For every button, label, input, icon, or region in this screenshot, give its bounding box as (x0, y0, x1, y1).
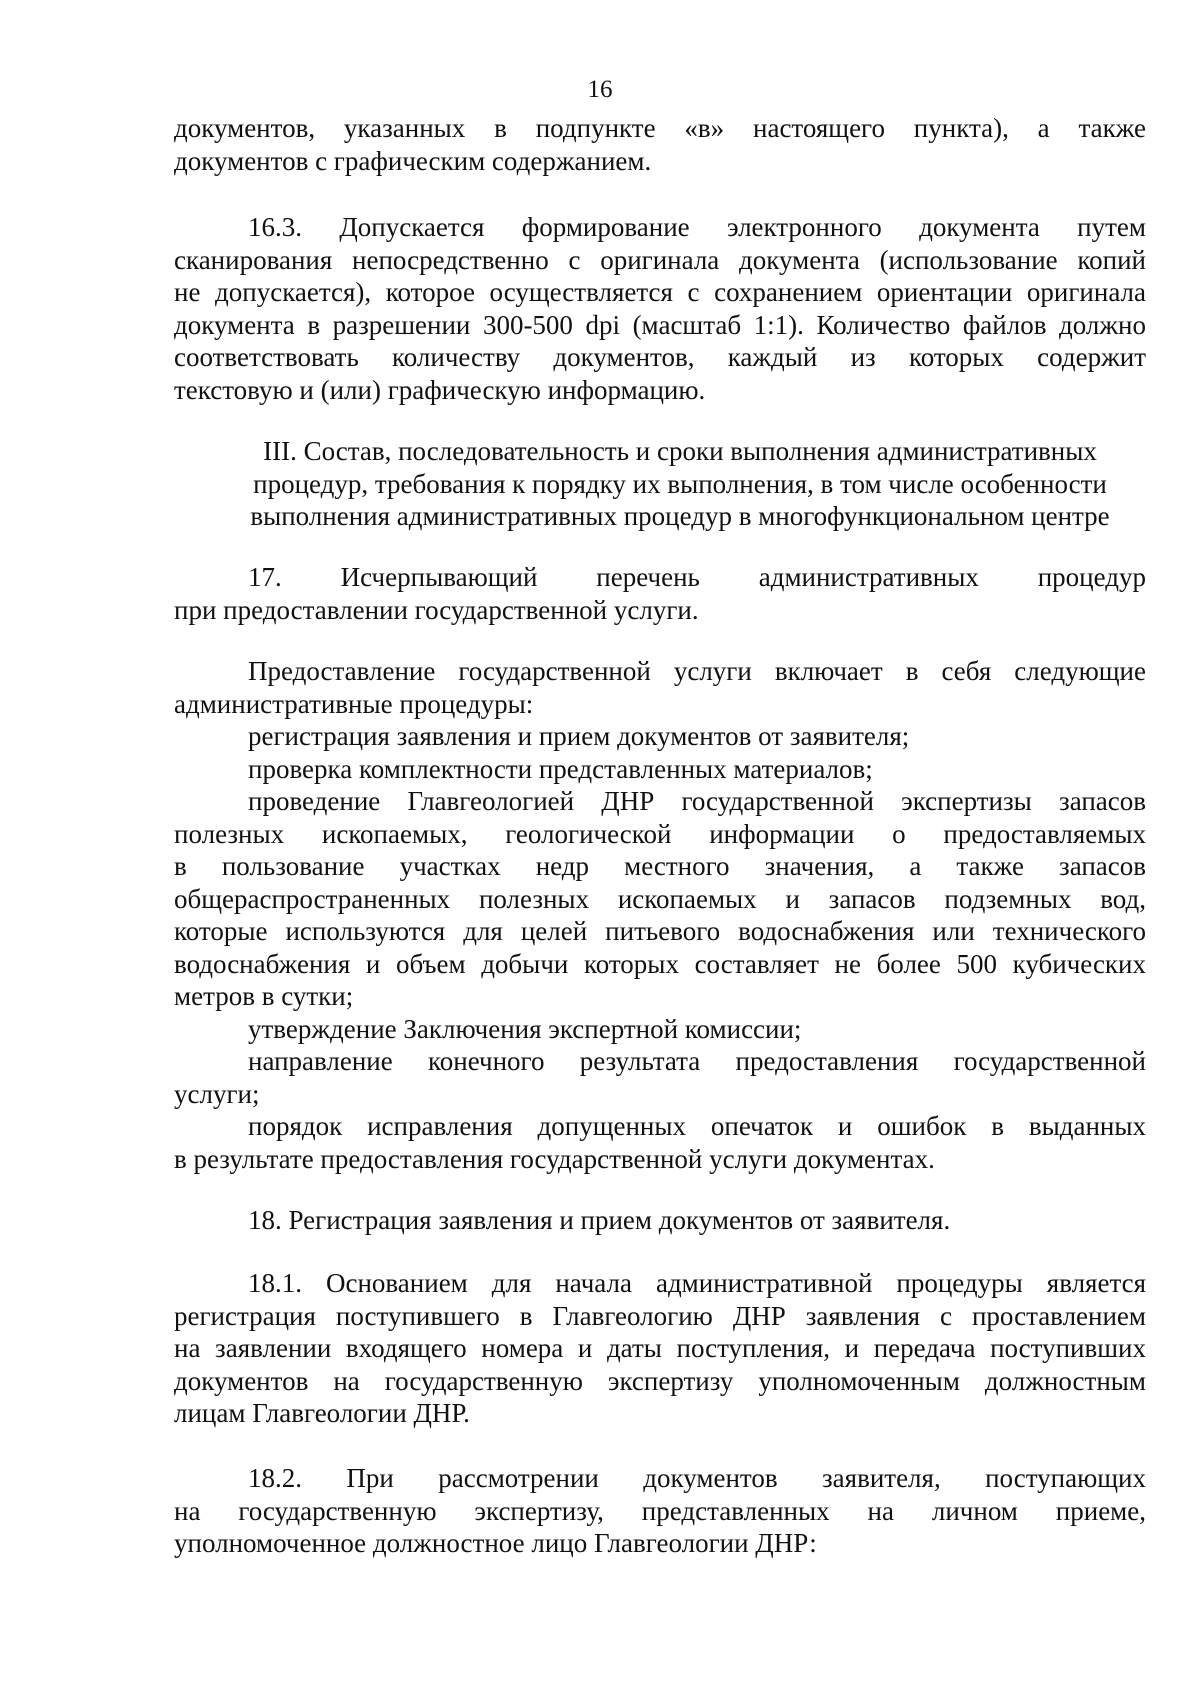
procedures-list (174, 655, 1146, 1175)
paragraph-18-1 (174, 1267, 1146, 1430)
text-line: документов на государственную экспертизу уполномоченным должностным (174, 1365, 1146, 1396)
text-line: в результате предоставления государственной услуги документах. (174, 1143, 935, 1174)
text-line: 18. Регистрация заявления и прием документов от заявителя. (248, 1205, 951, 1235)
heading-line: процедур, требования к порядку их выполнения, в том числе особенности (253, 468, 1107, 499)
text-line: метров в сутки; (174, 981, 354, 1011)
text-line: 17. Исчерпывающий перечень административных процедур (248, 562, 1146, 592)
list-item: направление конечного результата предоставления государственной (248, 1046, 1146, 1076)
text-line: 18.2. При рассмотрении документов заявителя, поступающих (248, 1463, 1146, 1493)
text-line: водоснабжения и объем добычи которых составляет не более 500 кубических (174, 948, 1146, 979)
text-line: уполномоченное должностное лицо Главгеологии ДНР: (174, 1528, 817, 1558)
list-item: проведение Главгеологией ДНР государственной экспертизы запасов (248, 786, 1146, 816)
paragraph-17 (174, 561, 1146, 626)
text-line: регистрация поступившего в Главгеологию ДНР заявления с проставлением (174, 1300, 1146, 1331)
section-heading (174, 435, 1146, 533)
text-line: Предоставление государственной услуги включает в себя следующие (248, 656, 1146, 686)
text-line: административные процедуры: (174, 688, 534, 719)
text-line: 16.3. Допускается формирование электронного документа путем (248, 212, 1146, 242)
text-line: при предоставлении государственной услуги. (174, 594, 699, 625)
text-line: не допускается), которое осуществляется с сохранением ориентации оригинала (174, 277, 1146, 307)
text-line: на заявлении входящего номера и даты поступления, и передача поступивших (174, 1333, 1146, 1363)
text-line: сканирования непосредственно с оригинала документа (использование копий (174, 244, 1146, 275)
text-line: документа в разрешении 300-500 dpi (масштаб 1:1). Количество файлов должно (174, 309, 1146, 340)
heading-line: выполнения административных процедур в многофункциональном центре (250, 501, 1110, 531)
text-line: услуги; (174, 1078, 260, 1109)
list-item: утверждение Заключения экспертной комиссии; (248, 1013, 802, 1044)
text-line: полезных ископаемых, геологической информации о предоставляемых (174, 818, 1146, 849)
paragraph-continuation (174, 112, 1146, 177)
paragraph-16-3 (174, 211, 1146, 406)
text-line: документов с графическим содержанием. (174, 145, 652, 176)
text-line: лицам Главгеологии ДНР. (174, 1398, 470, 1428)
heading-line: III. Состав, последовательность и сроки выполнения административных (263, 436, 1097, 466)
text-line: соответствовать количеству документов, каждый из которых содержит (174, 342, 1146, 372)
list-item: регистрация заявления и прием документов от заявителя; (248, 721, 910, 751)
list-item: проверка комплектности представленных материалов; (248, 753, 873, 784)
text-line: документов, указанных в подпункте «в» настоящего пункта), а также (174, 113, 1146, 143)
page-number: 16 (587, 76, 613, 103)
text-line: на государственную экспертизу, представленных на личном приеме, (174, 1495, 1146, 1526)
list-item: порядок исправления допущенных опечаток и ошибок в выданных (248, 1111, 1146, 1141)
text-line: в пользование участках недр местного значения, а также запасов (174, 851, 1146, 881)
text-line: общераспространенных полезных ископаемых и запасов подземных вод, (174, 883, 1146, 914)
paragraph-18 (174, 1204, 1146, 1237)
text-line: которые используются для целей питьевого водоснабжения или технического (174, 916, 1146, 946)
paragraph-18-2 (174, 1462, 1146, 1560)
text-line: 18.1. Основанием для начала административной процедуры является (248, 1268, 1146, 1298)
text-line: текстовую и (или) графическую информацию. (174, 374, 706, 405)
